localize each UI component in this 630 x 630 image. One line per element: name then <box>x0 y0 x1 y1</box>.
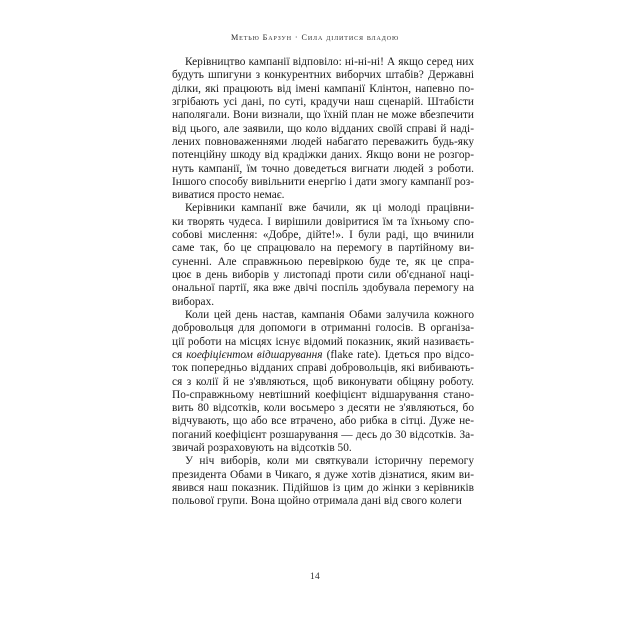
paragraph-3 <box>172 309 474 455</box>
text-line: наполягали. Вони визнали, що їхній план не може вбезпечити <box>172 109 474 122</box>
text-line: цює в день виборів у листопаді проти сили об'єднаної наці- <box>172 269 474 281</box>
italic-term: коефіцієнтом відшарування <box>186 348 323 361</box>
text-line: виборах. <box>172 295 215 308</box>
text-line: Коли цей день настав, кампанія Обами залучила кожного <box>185 308 474 321</box>
text-line: Керівники кампанії вже бачили, як ці молоді працівни- <box>185 202 474 215</box>
text-line: відчувають, що або все втрачено, або рибка в сітці. Дуже не- <box>172 415 474 428</box>
text-line: собові мислення: «Добре, дійте!». І були раді, що вчинили <box>172 229 474 242</box>
text-line: добровольця для допомоги в отриманні голосів. В організа- <box>172 322 474 335</box>
text-line: польової групи. Вона щойно отримала дані від свого колеги <box>172 495 462 508</box>
paragraph-1 <box>172 56 474 202</box>
text-line: По-справжньому невтішний коефіцієнт відшарування стано- <box>172 388 474 401</box>
running-head: Метью Барзун · Сила ділитися владою <box>230 33 400 42</box>
text-line: нуть кампанії, їм точно доведеться вигнати людей з роботи. <box>172 162 474 175</box>
text-line-with-italic-term <box>172 349 474 362</box>
text-line: згрібають усі дані, по суті, крадучи наш сценарій. Штабісти <box>172 95 474 108</box>
page-number: 14 <box>310 572 320 582</box>
text-line: ональної партії, яка вже двічі поспіль здобувала перемогу на <box>172 282 474 295</box>
text-line: потенційну шкоду від крадіжки даних. Якщо вони не розгор- <box>172 149 474 162</box>
text-line: лених повноваженнями людей набагато переважить будь-яку <box>172 135 474 148</box>
text-line: У ніч виборів, коли ми святкували історичну перемогу <box>185 455 474 468</box>
line-suffix: (flake rate). Ідеться про відсо- <box>322 348 475 361</box>
text-line: вить 80 відсотків, коли восьмеро з десяти не з'являються, бо <box>172 402 474 415</box>
text-line: ток попередньо відданих справі добровольців, які вибивають- <box>172 362 474 375</box>
text-line: ки творять чудеса. І вирішили довіритися їм та їхньому спо- <box>172 215 474 228</box>
text-line: ції роботи на місцях існує відомий показник, який називаєть- <box>172 335 474 348</box>
body-text <box>172 56 474 509</box>
line-prefix: ся <box>172 348 187 361</box>
text-line: ділки, які працюють від імені кампанії Клінтон, напевно по- <box>172 82 474 95</box>
text-line: саме так, бо це спрацювало на перемогу в партійному ви- <box>172 242 474 255</box>
paragraph-4 <box>172 455 474 508</box>
text-line: Іншого способу вивільнити енергію і дати змогу кампанії роз- <box>172 175 474 188</box>
text-line: поганий коефіцієнт розшарування — десь до 30 відсотків. За- <box>172 428 474 441</box>
paragraph-2 <box>172 202 474 309</box>
text-line: виватися просто немає. <box>172 189 285 202</box>
text-line: від цього, але заявили, що коло відданих своїй справі й наді- <box>172 122 474 135</box>
text-line: суненні. Але справжньою перевіркою буде те, як це спра- <box>172 255 474 268</box>
text-line: будуть шпигуни з конкурентних виборчих штабів? Державні <box>172 69 474 82</box>
text-line: ся з колії й не з'являються, щоб виконувати обіцяну роботу. <box>172 375 474 388</box>
text-line: явився наш показник. Підійшов із цим до жінки з керівників <box>172 482 474 494</box>
text-line: президента Обами в Чикаго, я дуже хотів дізнатися, яким ви- <box>172 468 474 481</box>
text-line: Керівництво кампанії відповіло: ні-ні-ні! А якщо серед них <box>185 56 474 68</box>
text-line: звичай розраховують на відсотків 50. <box>172 442 352 455</box>
